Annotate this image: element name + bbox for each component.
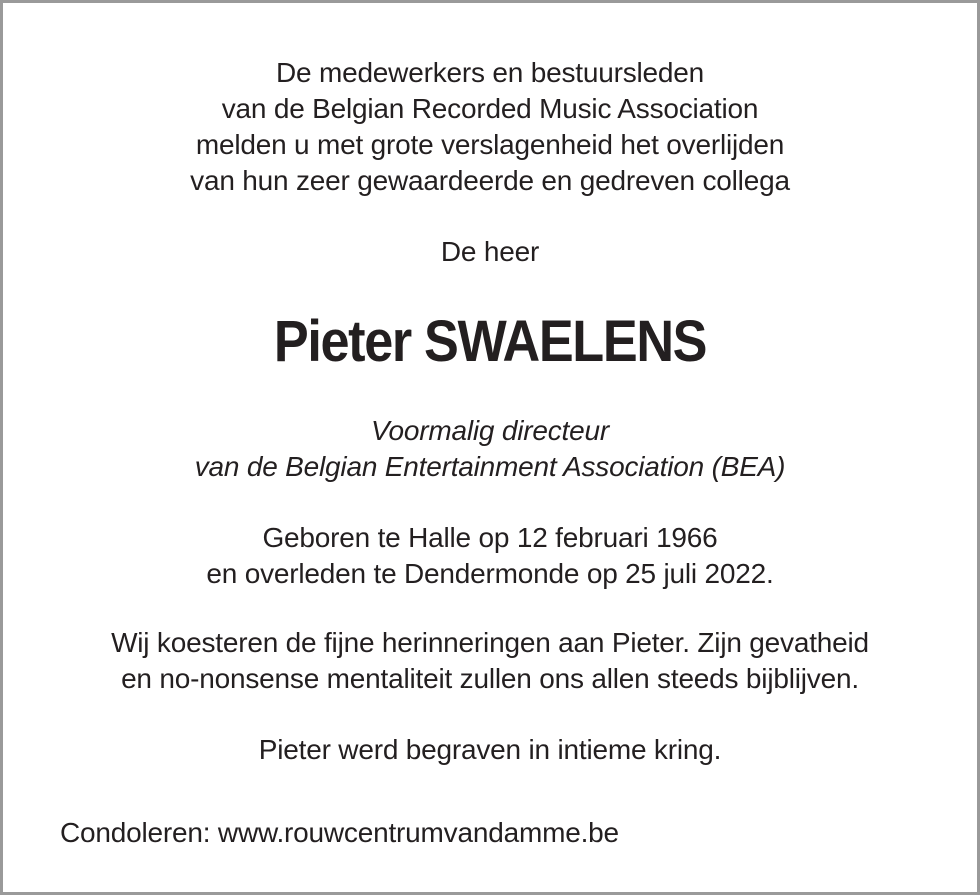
intro-paragraph [3, 55, 977, 199]
intro-line: De medewerkers en bestuursleden [275, 57, 705, 88]
memory-line: en no-nonsense mentaliteit zullen ons allen steeds bijblijven. [121, 663, 859, 694]
burial-note [3, 732, 977, 768]
intro-line: van de Belgian Recorded Music Association [221, 93, 759, 124]
deceased-name [52, 307, 929, 377]
condolence-link[interactable]: Condoleren: www.rouwcentrumvandamme.be [60, 817, 619, 848]
intro-line: melden u met grote verslagenheid het overlijden [195, 129, 785, 160]
role-line: van de Belgian Entertainment Association (BEA) [194, 451, 786, 482]
role-line: Voormalig directeur [371, 415, 609, 446]
life-dates [3, 520, 977, 592]
death-line: en overleden te Dendermonde op 25 juli 2022. [206, 558, 774, 589]
memory-paragraph [3, 625, 977, 697]
burial-text: Pieter werd begraven in intieme kring. [258, 734, 722, 765]
salutation [3, 234, 977, 270]
salutation-text: De heer [440, 236, 540, 267]
intro-line: van hun zeer gewaardeerde en gedreven collega [190, 165, 790, 196]
memory-line: Wij koesteren de fijne herinneringen aan Pieter. Zijn gevatheid [111, 627, 869, 658]
deceased-name-text: Pieter SWAELENS [273, 309, 707, 374]
former-role [3, 413, 977, 485]
birth-line: Geboren te Halle op 12 februari 1966 [262, 522, 718, 553]
